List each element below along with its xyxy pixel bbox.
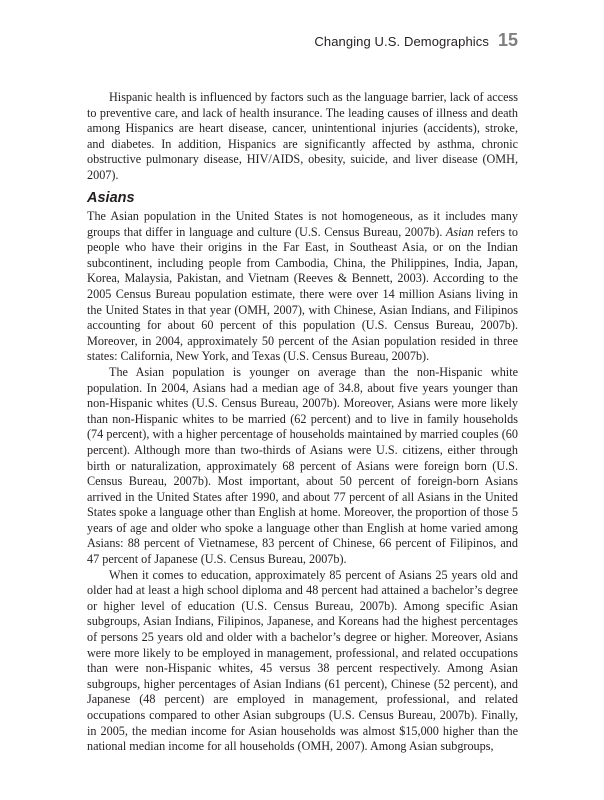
section-heading: Asians [87, 190, 135, 206]
page-number: 15 [497, 30, 518, 50]
paragraph-1-part-b: refers to people who have their origins in the Far East, in Southeast Asia, or on the Indian subcontinent, including people from Cambodia, China, the Philippines, India, Japan, Korea, Malaysia, Pakistan, and Vietnam (Reeves & Bennett, 2003). According to the 2005 Census Bureau population estimate, there were over 14 million Asians living in the United States in that year (OMH, 2007), with Chinese, Asian Indians, and Filipinos accounting for about 60 percent of this population (U.S. Census Bureau, 2007b). Moreover, in 2004, approximately 50 percent of the Asian population resided in three states: California, New York, and Texas (U.S. Census Bureau, 2007b). [87, 224, 518, 364]
paragraph-3: When it comes to education, approximately 85 percent of Asians 25 years old and older had at least a high school diploma and 48 percent had attained a bachelor’s degree or higher level of education (U.S. Census Bureau, 2007b). Among specific Asian subgroups, Asian Indians, Filipinos, Japanese, and Koreans had the highest percentages of persons 25 years old and older with a bachelor’s degree or higher. Moreover, Asians were more likely to be employed in management, professional, and related occupations than were non-Hispanic whites, 45 versus 38 percent respectively. Among Asian subgroups, higher percentages of Asian Indians (61 percent), Chinese (52 percent), and Japanese (48 percent) are employed in management, professional, and related occupations compared to other Asian subgroups (U.S. Census Bureau, 2007b). Finally, in 2005, the median income for Asian households was almost $15,000 higher than the national median income for all households (OMH, 2007). Among Asian subgroups, [87, 567, 518, 754]
paragraph-1-italic-term: Asian [445, 224, 474, 239]
paragraph-1 [87, 209, 518, 365]
paragraph-2: The Asian population is younger on average than the non-Hispanic white population. In 2004, Asians had a median age of 34.8, about five years younger than non-Hispanic whites (U.S. Census Bureau, 2007b). Moreover, Asians were more likely than non-Hispanic whites to be married (62 percent) and to live in family households (74 percent), with a higher percentage of households maintained by married couples (60 percent). Although more than two-thirds of Asians were U.S. citizens, either through birth or naturalization, approximately 68 percent of Asians were foreign born (U.S. Census Bureau, 2007b). Most important, about 50 percent of foreign-born Asians arrived in the United States after 1990, and about 77 percent of all Asians in the United States spoke a language other than English at home. Moreover, the proportion of those 5 years of age and older who spoke a language other than English at home varied among Asians: 88 percent of Vietnamese, 83 percent of Chinese, 66 percent of Filipinos, and 47 percent of Japanese (U.S. Census Bureau, 2007b). [87, 364, 518, 567]
running-head [314, 30, 518, 51]
running-title: Changing U.S. Demographics [314, 34, 489, 49]
intro-block [87, 90, 518, 184]
intro-paragraph: Hispanic health is influenced by factors such as the language barrier, lack of access to preventive care, and lack of health insurance. The leading causes of illness and death among Hispanics are heart disease, cancer, unintentional injuries (accidents), stroke, and diabetes. In addition, Hispanics are significantly affected by asthma, chronic obstructive pulmonary disease, HIV/AIDS, obesity, suicide, and liver disease (OMH, 2007). [87, 90, 518, 182]
section-body [87, 209, 518, 755]
paragraph-1-part-a: The Asian population in the United States is not homogeneous, as it includes many groups that differ in language and culture (U.S. Census Bureau, 2007b). [87, 209, 518, 239]
